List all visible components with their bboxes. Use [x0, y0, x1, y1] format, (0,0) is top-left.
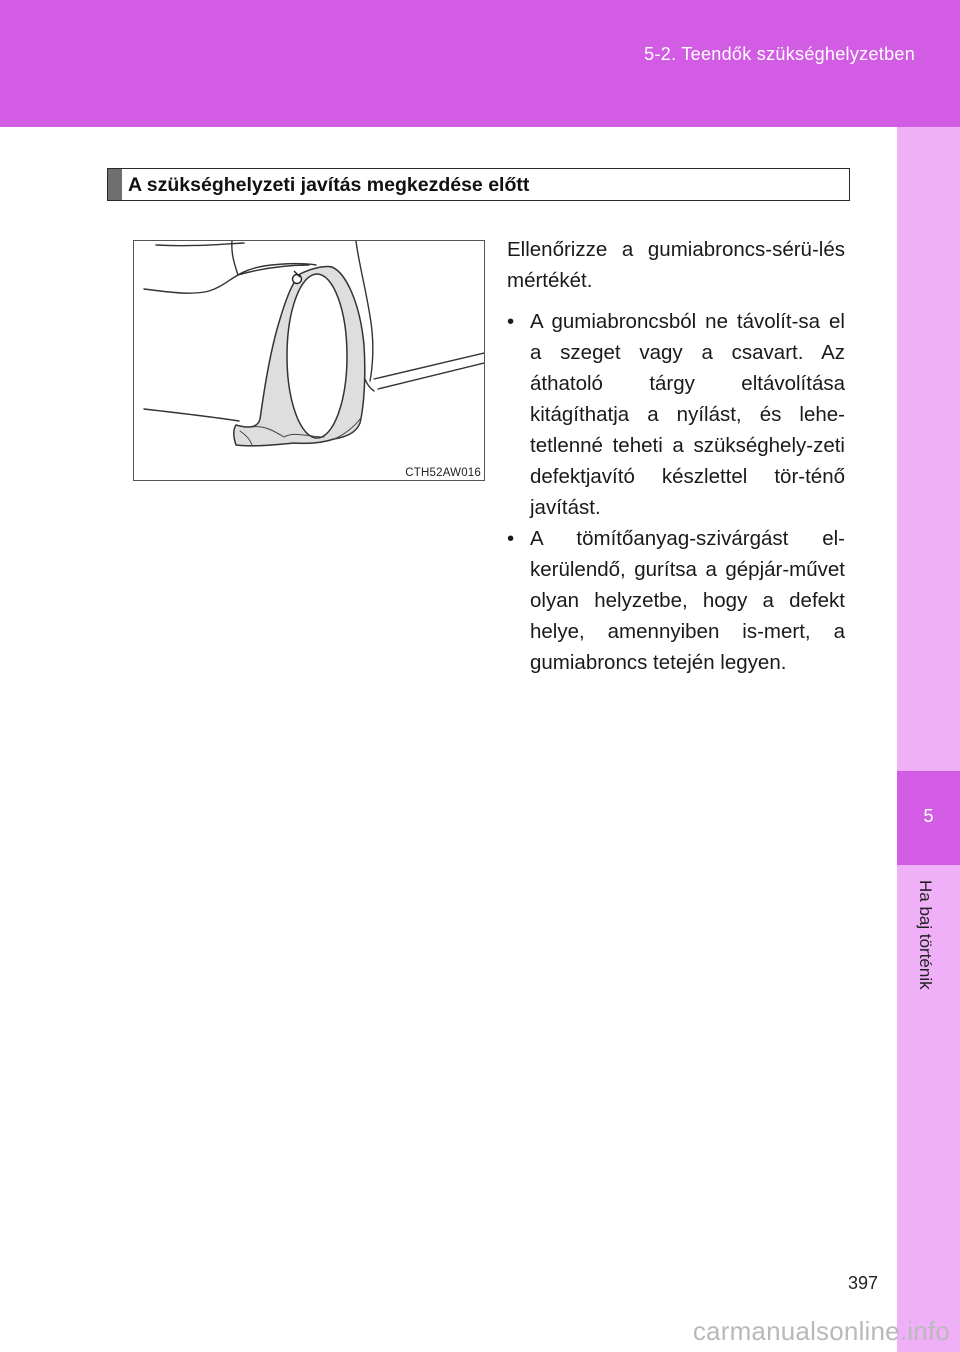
side-tab	[897, 127, 960, 1352]
page-number: 397	[848, 1273, 879, 1293]
body-text	[507, 234, 845, 678]
side-tab-chapter-number: 5	[923, 806, 934, 826]
flat-tire-figure	[133, 240, 485, 481]
intro-paragraph: Ellenőrizze a gumiabroncs-sérü-lés mértékét.	[507, 238, 845, 292]
section-heading	[107, 168, 850, 201]
section-title: A szükséghelyzeti javítás megkezdése előtt	[128, 174, 530, 196]
bullet-item	[507, 523, 845, 678]
header-section-title: 5-2. Teendők szükséghelyzetben	[644, 44, 915, 64]
section-heading-bar	[108, 169, 122, 200]
tire-hub-ellipse	[287, 274, 347, 438]
bullet-text: A tömítőanyag-szivárgást el-kerülendő, gurítsa a gépjár-művet olyan helyzetbe, hogy a defekt helye, amennyiben is-mert, a gumiabroncs tetején legyen.	[530, 527, 845, 674]
bullet-symbol: •	[507, 310, 515, 333]
side-tab-chapter-box[interactable]	[897, 771, 960, 865]
flat-tire-illustration-icon	[134, 241, 485, 481]
watermark: carmanualsonline.info	[692, 1316, 950, 1346]
side-tab-chapter-label: Ha baj történik	[916, 880, 935, 990]
bullet-text: A gumiabroncsból ne távolít-sa el a szeget vagy a csavart. Az áthatoló tárgy eltávolítása kitágíthatja a nyílást, és lehe-tetlenné teheti a szükséghely-zeti defektjavító készlettel tör-ténő javítást.	[530, 310, 845, 519]
figure-code: CTH52AW016	[405, 467, 481, 479]
bullet-item	[507, 306, 845, 523]
bullet-symbol: •	[507, 527, 515, 550]
nail-in-tire-icon	[293, 271, 302, 284]
side-tab-chapter-label-wrap	[915, 880, 939, 1010]
